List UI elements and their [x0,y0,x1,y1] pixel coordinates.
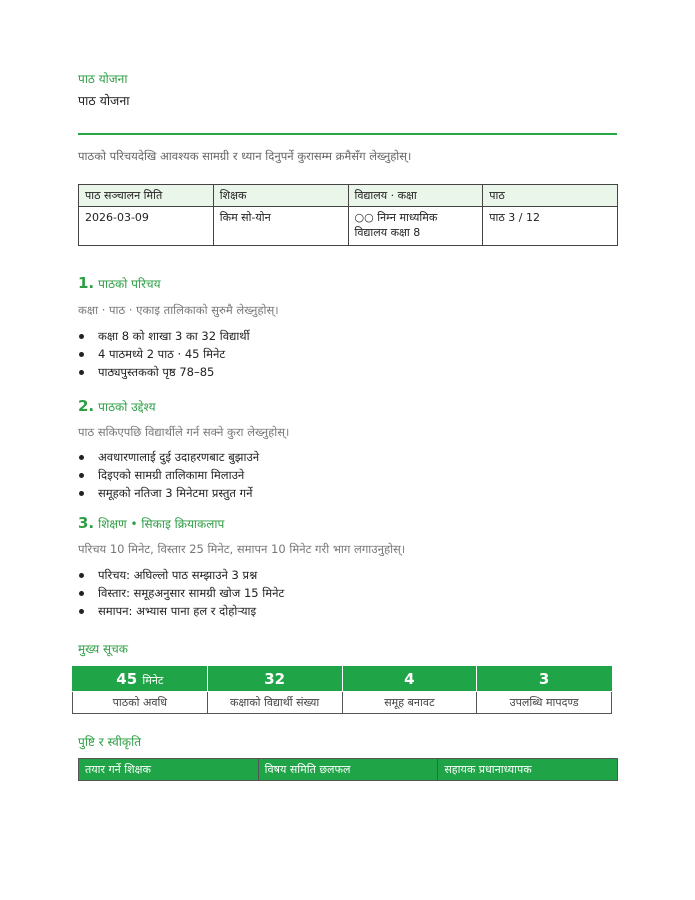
section-title: पाठको परिचय [98,277,161,291]
section-3-heading [78,514,224,532]
section-number: 1. [78,274,95,292]
list-item: अवधारणालाई दुई उदाहरणबाट बुझाउने [78,448,259,466]
kpi-values-row [73,667,612,692]
list-item: समापन: अभ्यास पाना हल र दोहोऱ्याइ [78,602,284,620]
kpi-table [72,666,612,714]
cell-date: 2026-03-09 [79,207,214,246]
table-row [79,207,618,246]
kpi-label-duration: पाठको अवधि [73,692,208,714]
school-line-1: ○○ निम्न माध्यमिक [354,211,438,224]
title-divider [78,133,617,135]
list-item: समूहको नतिजा 3 मिनेटमा प्रस्तुत गर्ने [78,484,259,502]
list-item: विस्तार: समूहअनुसार सामग्री खोज 15 मिनेट [78,584,284,602]
cell-school-class [348,207,483,246]
header-date: पाठ सञ्चालन मिति [79,185,214,207]
approval-row [79,759,618,781]
kpi-value-groups: 4 [342,667,477,692]
kpi-value-criteria: 3 [477,667,612,692]
kpi-value-duration [73,667,208,692]
approval-table [78,758,618,781]
kpi-unit: मिनेट [142,674,164,687]
kpi-value-students: 32 [207,667,342,692]
kpi-number: 45 [116,670,138,688]
page-title: पाठ योजना [78,93,130,108]
cell-teacher: किम सो-योन [213,207,348,246]
approval-vice-principal: सहायक प्रधानाध्यापक [438,759,618,781]
section-number: 2. [78,397,95,415]
approval-heading: पुष्टि र स्वीकृति [78,735,142,749]
approval-prepared-by: तयार गर्ने शिक्षक [79,759,259,781]
table-header-row [79,185,618,207]
cell-lesson: पाठ 3 / 12 [483,207,618,246]
kpi-heading: मुख्य सूचक [78,642,128,656]
section-2-desc: पाठ सकिएपछि विद्यार्थीले गर्न सक्ने कुरा लेख्नुहोस्। [78,425,290,439]
school-line-2: विद्यालय कक्षा 8 [354,226,421,239]
section-1-list [78,327,250,381]
kpi-label-criteria: उपलब्धि मापदण्ड [477,692,612,714]
section-2-heading [78,397,156,415]
list-item: परिचय: अघिल्लो पाठ सम्झाउने 3 प्रश्न [78,566,284,584]
list-item: 4 पाठमध्ये 2 पाठ · 45 मिनेट [78,345,250,363]
section-number: 3. [78,514,95,532]
header-school-class: विद्यालय · कक्षा [348,185,483,207]
approval-committee: विषय समिति छलफल [258,759,438,781]
header-lesson: पाठ [483,185,618,207]
section-title: शिक्षण • सिकाइ क्रियाकलाप [98,517,225,531]
list-item: कक्षा 8 को शाखा 3 का 32 विद्यार्थी [78,327,250,345]
section-3-list [78,566,284,620]
section-3-desc: परिचय 10 मिनेट, विस्तार 25 मिनेट, समापन 10 मिनेट गरी भाग लगाउनुहोस्। [78,542,406,556]
doc-eyebrow: पाठ योजना [78,72,128,86]
section-2-list [78,448,259,502]
header-teacher: शिक्षक [213,185,348,207]
section-title: पाठको उद्देश्य [98,400,156,414]
kpi-label-groups: समूह बनावट [342,692,477,714]
list-item: पाठ्यपुस्तकको पृष्ठ 78–85 [78,363,250,381]
section-1-heading [78,274,161,292]
intro-text: पाठको परिचयदेखि आवश्यक सामग्री र ध्यान दिनुपर्ने कुरासम्म क्रमैसँग लेख्नुहोस्। [78,149,412,163]
kpi-label-students: कक्षाको विद्यार्थी संख्या [207,692,342,714]
kpi-labels-row [73,692,612,714]
list-item: दिइएको सामग्री तालिकामा मिलाउने [78,466,259,484]
lesson-meta-table [78,184,618,246]
section-1-desc: कक्षा · पाठ · एकाइ तालिकाको सुरुमै लेख्नुहोस्। [78,303,279,317]
